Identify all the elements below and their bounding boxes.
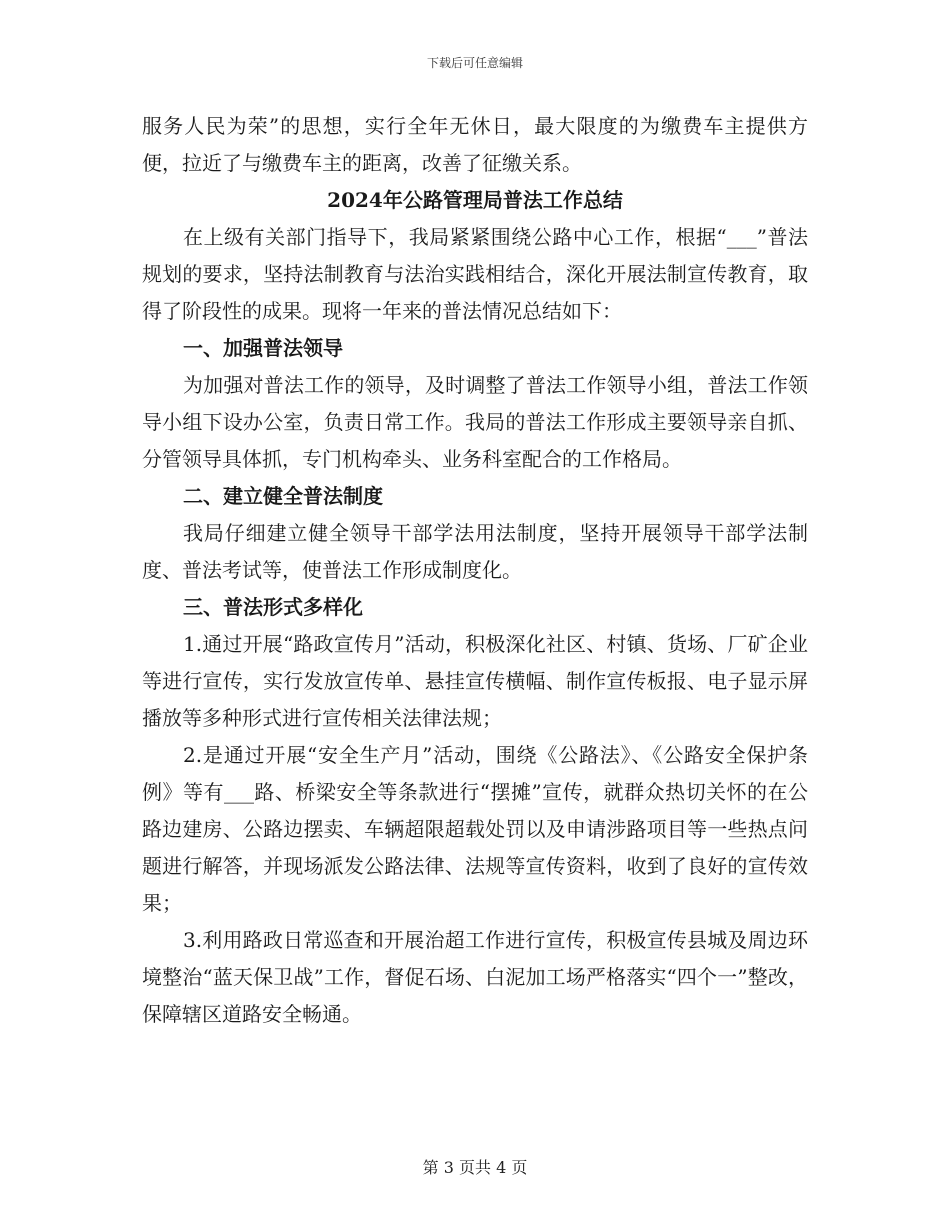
list-paragraph: 3.利用路政日常巡查和开展治超工作进行宣传，积极宣传县城及周边环境整治“蓝天保卫战”工作，督促石场、白泥加工场严格落实“四个一”整改，保障辖区道路安全畅通。 [142,928,808,1026]
page-number: 第 3 页共 4 页 [422,1158,528,1177]
continuation-paragraph: 服务人民为荣”的思想，实行全年无休日，最大限度的为缴费车主提供方便，拉近了与缴费车主的距离，改善了征缴关系。 [142,114,808,175]
section-heading: 二、建立健全普法制度 [183,484,383,508]
list-paragraph: 2.是通过开展“安全生产月”活动，围绕《公路法》、《公路安全保护条例》等有___路、桥梁安全等条款进行“摆摊”宣传，就群众热切关怀的在公路边建房、公路边摆卖、车辆超限超载处罚以及申请涉路项目等一些热点问题进行解答，并现场派发公路法律、法规等宣传资料，收到了良好的宣传效果； [142,743,808,915]
document-title: 2024年公路管理局普法工作总结 [327,188,623,212]
intro-paragraph: 在上级有关部门指导下，我局紧紧围绕公路中心工作，根据“___”普法规划的要求，坚持法制教育与法治实践相结合，深化开展法制宣传教育，取得了阶段性的成果。现将一年来的普法情况总结如下： [142,225,808,323]
section-heading: 一、加强普法领导 [183,336,343,360]
document-body [142,108,808,1033]
list-paragraph: 1.通过开展“路政宣传月”活动，积极深化社区、村镇、货场、厂矿企业等进行宣传，实行发放宣传单、悬挂宣传横幅、制作宣传板报、电子显示屏播放等多种形式进行宣传相关法律法规； [142,632,808,730]
section-paragraph: 为加强对普法工作的领导，及时调整了普法工作领导小组，普法工作领导小组下设办公室，负责日常工作。我局的普法工作形成主要领导亲自抓、分管领导具体抓，专门机构牵头、业务科室配合的工作格局。 [142,373,808,471]
section-paragraph: 我局仔细建立健全领导干部学法用法制度，坚持开展领导干部学法制度、普法考试等，使普法工作形成制度化。 [142,521,808,582]
section-heading: 三、普法形式多样化 [183,595,363,619]
header-note: 下载后可任意编辑 [426,56,523,70]
